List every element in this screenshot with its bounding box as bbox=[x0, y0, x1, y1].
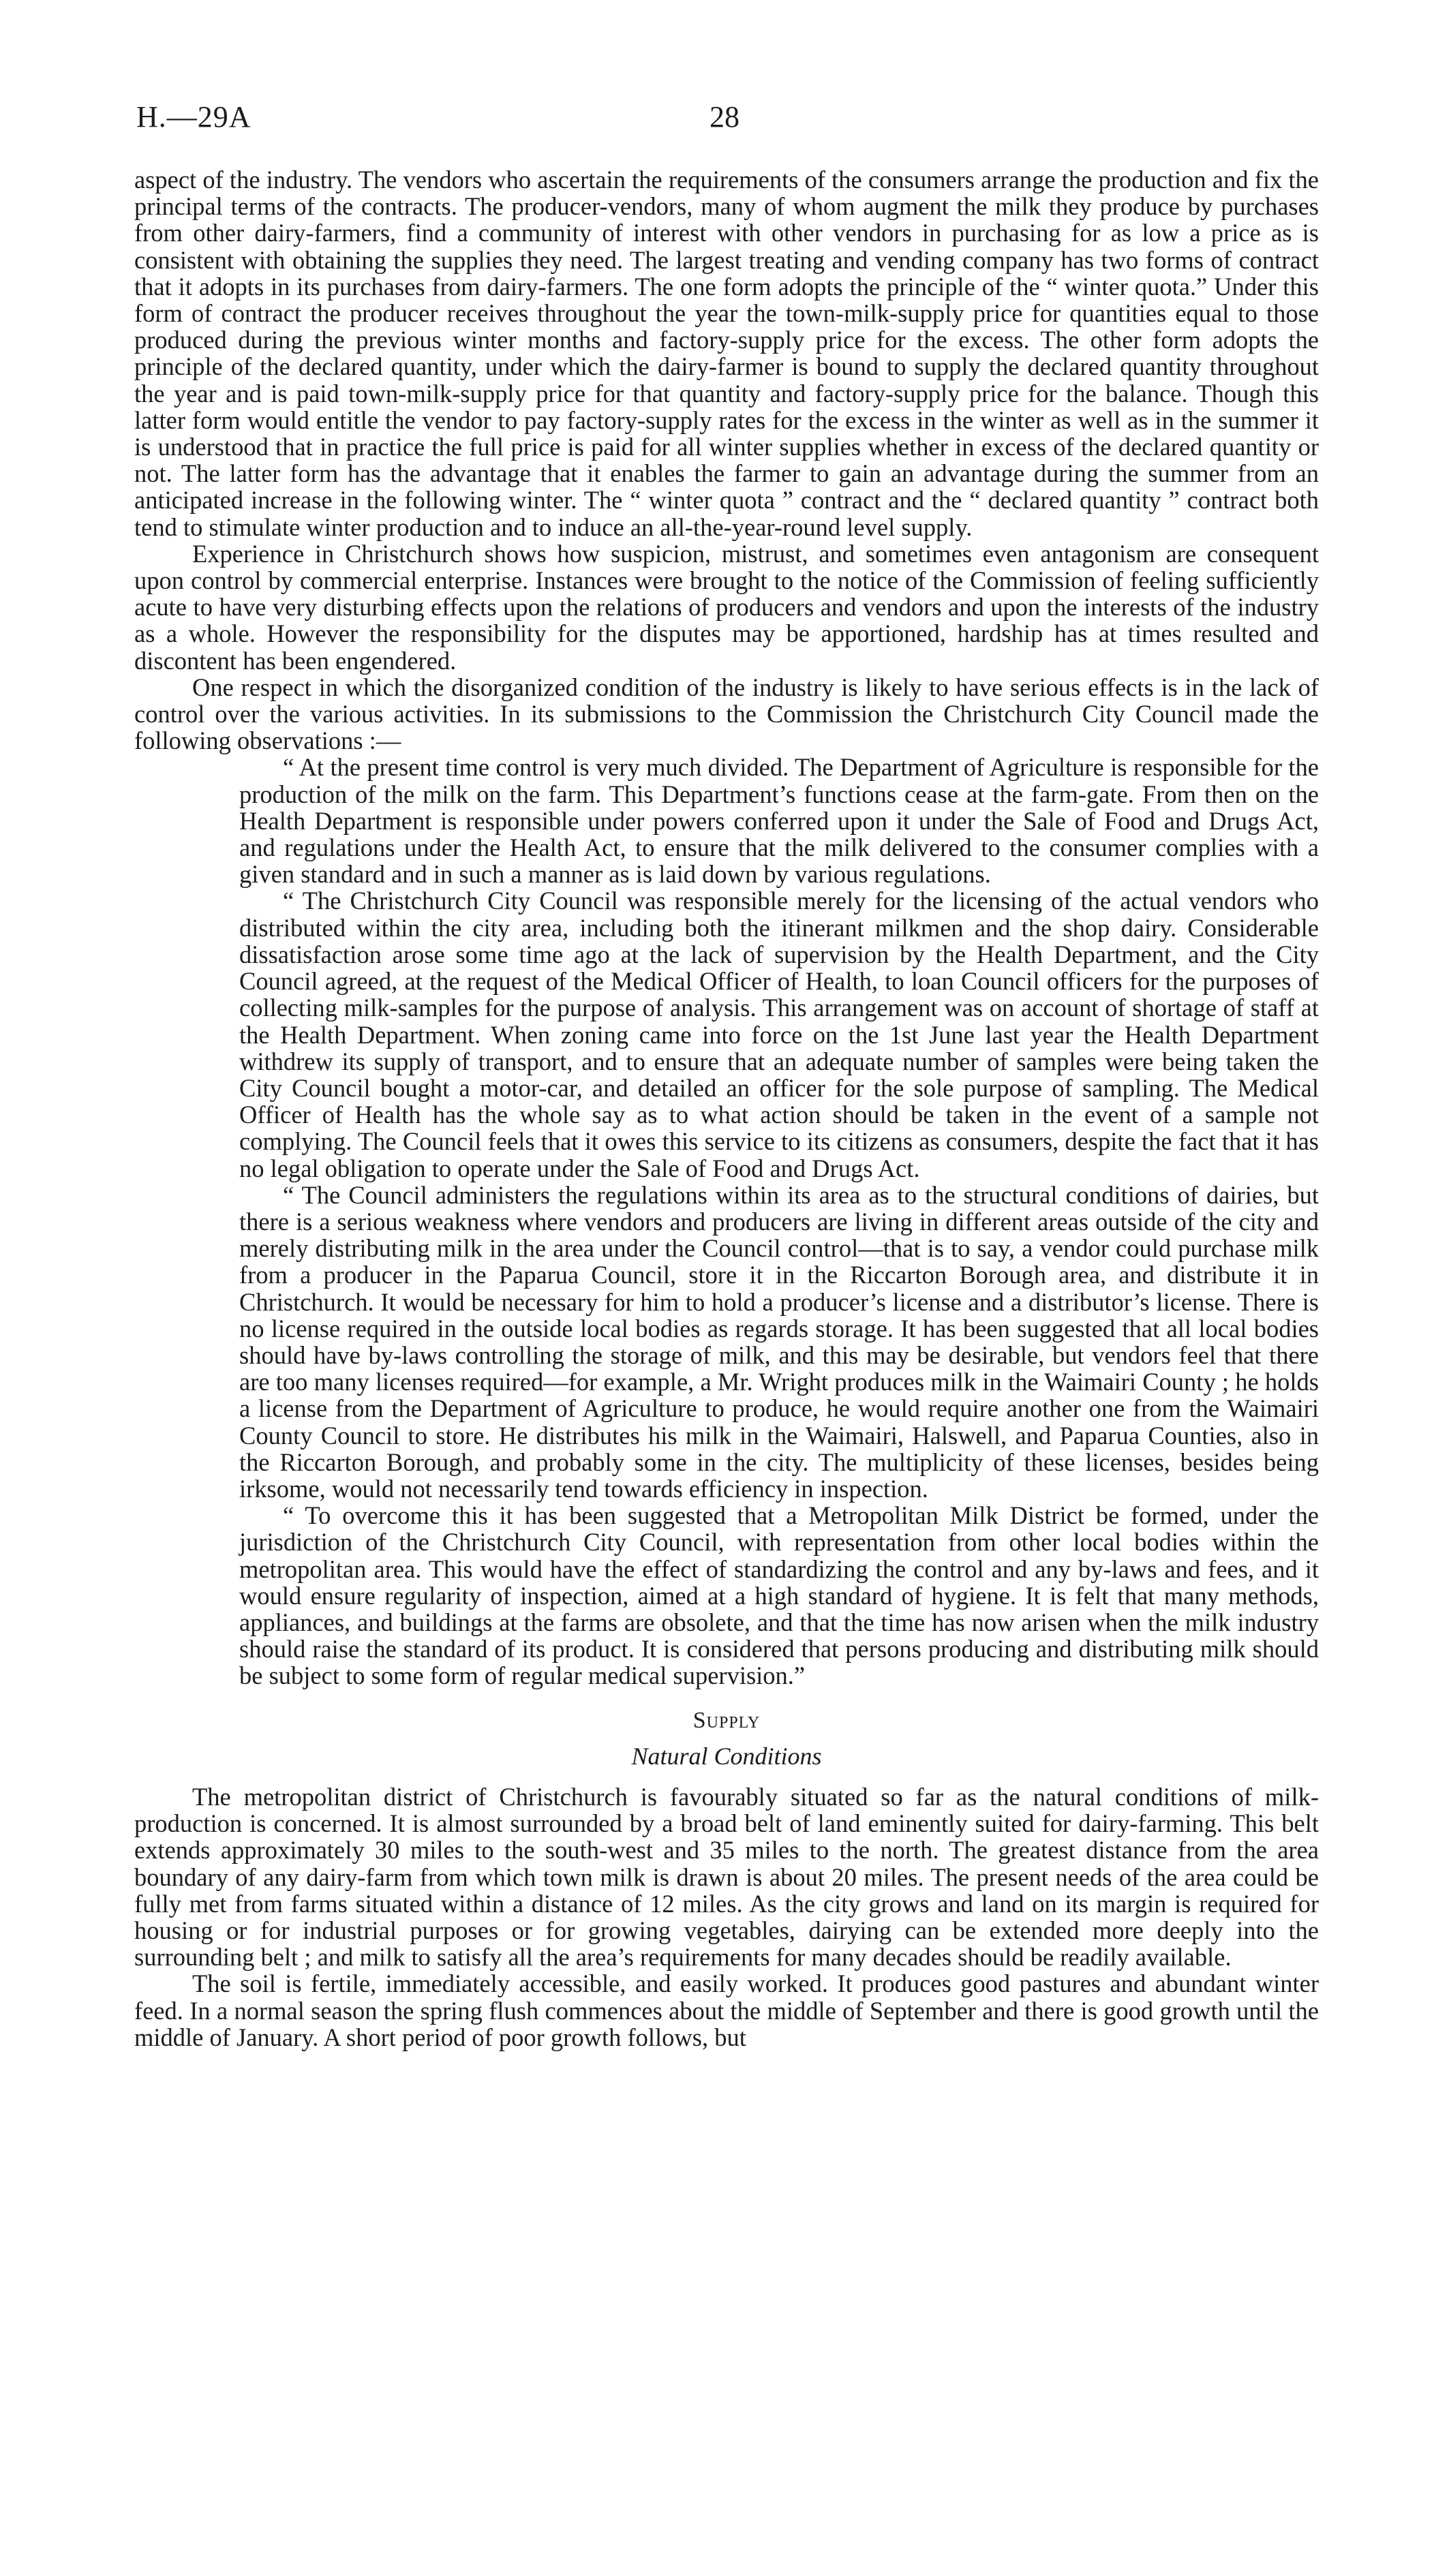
council-quotation bbox=[239, 754, 1319, 1689]
paragraph-soil: The soil is fertile, immediately accessible, and easily worked. It produces good pastures and abundant winter feed. In a normal season the spring flush commences about the middle of September and there is good growth until the middle of January. A short period of poor growth follows, but bbox=[134, 1969, 1319, 2051]
quote-paragraph-control-divided: “ At the present time control is very much divided. The Department of Agriculture is responsible for the production of the milk on the farm. This Department’s functions cease at the farm-gate. From then on the Health Department is responsible under powers conferred upon it under the Sale of Food and Drugs Act, and regulations under the Health Act, to ensure that the milk delivered to the consumer complies with a given standard and in such a manner as is laid down by various regulations. bbox=[239, 753, 1319, 889]
document-reference: H.—29A bbox=[136, 100, 251, 134]
subheading-natural-conditions: Natural Conditions bbox=[631, 1742, 822, 1770]
section-heading-supply: Supply bbox=[692, 1707, 761, 1733]
page-header bbox=[136, 99, 1313, 140]
quote-paragraph-metropolitan-district: “ To overcome this it has been suggested that a Metropolitan Milk District be formed, under the jurisdiction of the Christchurch City Council, with representation from other local bodies within the metropolitan area. This would have the effect of standardizing the control and any by-laws and fees, and it would ensure regularity of inspection, aimed at a high standard of hygiene. It is felt that many methods, appliances, and buildings at the farms are obsolete, and that the time has now arisen when the milk industry should raise the standard of its product. It is considered that persons producing and distributing milk should be subject to some form of regular medical supervision.” bbox=[239, 1501, 1319, 1690]
body-text bbox=[134, 166, 1319, 2051]
paragraph-lack-of-control: One respect in which the disorganized condition of the industry is likely to have serious effects is in the lack of control over the various activities. In its submissions to the Commission the Christchurch City Council made the following observations :— bbox=[134, 673, 1319, 755]
page-number: 28 bbox=[710, 100, 739, 134]
paragraph-experience: Experience in Christchurch shows how suspicion, mistrust, and sometimes even antagonism are consequent upon control by commercial enterprise. Instances were brought to the notice of the Commission of feeling sufficiently acute to have very disturbing effects upon the relations of producers and vendors and upon the interests of the industry as a whole. However the responsibility for the disputes may be apportioned, hardship has at times resulted and discontent has been engendered. bbox=[134, 539, 1319, 675]
paragraph-industry-aspect: aspect of the industry. The vendors who ascertain the requirements of the consumers arrange the production and fix the principal terms of the contracts. The producer-vendors, many of whom augment the milk they produce by purchases from other dairy-farmers, find a community of interest with other vendors in purchasing for as low a price as is consistent with obtaining the supplies they need. The largest treating and vending company has two forms of contract that it adopts in its purchases from dairy-farmers. The one form adopts the principle of the “ winter quota.” Under this form of contract the producer receives throughout the year the town-milk-supply price for quantities equal to those produced during the previous winter months and factory-supply price for the excess. The other form adopts the principle of the declared quantity, under which the dairy-farmer is bound to supply the declared quantity throughout the year and is paid town-milk-supply price for that quantity and factory-supply price for the balance. Though this latter form would entitle the vendor to pay factory-supply rates for the excess in the winter as well as in the summer it is understood that in practice the full price is paid for all winter supplies whether in excess of the declared quantity or not. The latter form has the advantage that it enables the farmer to gain an advantage during the summer from an anticipated increase in the following winter. The “ winter quota ” contract and the “ declared quantity ” contract both tend to stimulate winter production and to induce an all-the-year-round level supply. bbox=[134, 166, 1319, 541]
paragraph-metropolitan-district: The metropolitan district of Christchurch is favourably situated so far as the natural conditions of milk-production is concerned. It is almost surrounded by a broad belt of land eminently suited for dairy-farming. This belt extends approximately 30 miles to the south-west and 35 miles to the north. The greatest distance from the area boundary of any dairy-farm from which town milk is drawn is about 20 miles. The present needs of the area could be fully met from farms situated within a distance of 12 miles. As the city grows and land on its margin is required for housing or for industrial purposes or for growing vegetables, dairying can be extended more deeply into the surrounding belt ; and milk to satisfy all the area’s requirements for many decades should be readily available. bbox=[134, 1782, 1319, 1972]
quote-paragraph-regulations: “ The Council administers the regulations within its area as to the structural conditions of dairies, but there is a serious weakness where vendors and producers are living in different areas outside of the city and merely distributing milk in the area under the Council control—that is to say, a vendor could purchase milk from a producer in the Paparua Council, store it in the Riccarton Borough area, and distribute it in Christchurch. It would be necessary for him to hold a producer’s license and a distributor’s license. There is no license required in the outside local bodies as regards storage. It has been suggested that all local bodies should have by-laws controlling the storage of milk, and this may be desirable, but vendors feel that there are too many licenses required—for example, a Mr. Wright produces milk in the Waimairi County ; he holds a license from the Department of Agriculture to produce, he would require another one from the Waimairi County Council to store. He distributes his milk in the Waimairi, Halswell, and Paparua Counties, also in the Riccarton Borough, and probably some in the city. The multiplicity of these licenses, besides being irksome, would not necessarily tend towards efficiency in inspection. bbox=[239, 1180, 1319, 1503]
quote-paragraph-licensing: “ The Christchurch City Council was responsible merely for the licensing of the actual vendors who distributed within the city area, including both the itinerant milkmen and the shop dairy. Considerable dissatisfaction arose some time ago at the lack of supervision by the Health Department, and the City Council agreed, at the request of the Medical Officer of Health, to loan Council officers for the purposes of collecting milk-samples for the purpose of analysis. This arrangement was on account of shortage of staff at the Health Department. When zoning came into force on the 1st June last year the Health Department withdrew its supply of transport, and to ensure that an adequate number of samples were being taken the City Council bought a motor-car, and detailed an officer for the sole purpose of sampling. The Medical Officer of Health has the whole say as to what action should be taken in the event of a sample not complying. The Council feels that it owes this service to its citizens as consumers, despite the fact that it has no legal obligation to operate under the Sale of Food and Drugs Act. bbox=[239, 887, 1319, 1182]
